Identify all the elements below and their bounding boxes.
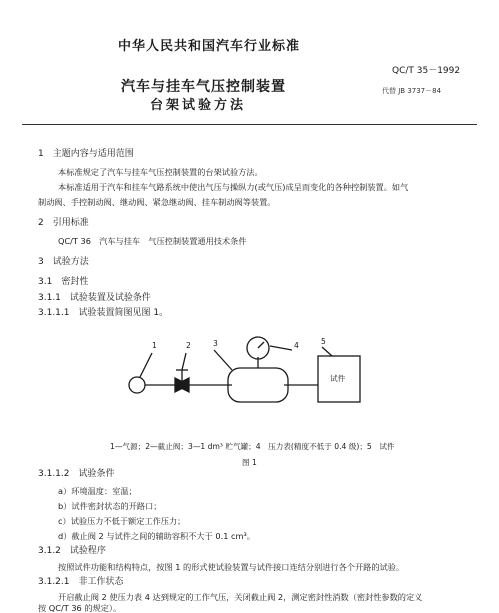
figure-label-4: 4 [294, 341, 299, 350]
section-1-heading: 1 主题内容与适用范围 [38, 149, 134, 159]
document-title-line2: 台架试验方法 [150, 98, 247, 113]
condition-item-a: a）环境温度：室温； [58, 486, 137, 496]
condition-item-d: d）截止阀 2 与试件之间的辅助容积不大于 0.1 cm³。 [58, 531, 255, 541]
air-reservoir-symbol [228, 368, 288, 402]
section-3-1-heading: 3.1 密封性 [38, 277, 89, 287]
standard-code: QC/T 35－1992 [392, 66, 461, 76]
document-title-line1: 汽车与挂车气压控制装置 [121, 79, 286, 95]
section-3-1-1-2-heading: 3.1.1.2 试验条件 [38, 469, 115, 479]
section-3-1-2-1-heading: 3.1.2.1 非工作状态 [38, 577, 124, 587]
section-1-paragraph-3: 制动阀、手控制动阀、继动阀、紧急继动阀、挂车制动阀等装置。 [38, 197, 276, 207]
section-2-heading: 2 引用标准 [38, 218, 89, 228]
section-3-1-2-1-paragraph-line2: 按 QC/T 36 的规定）。 [38, 603, 122, 613]
figure-label-2: 2 [186, 341, 191, 350]
condition-item-c: c）试验压力不低于额定工作压力； [58, 516, 186, 526]
section-3-1-2-heading: 3.1.2 试验程序 [38, 546, 106, 556]
section-3-1-1-heading: 3.1.1 试验装置及试验条件 [38, 293, 151, 303]
figure-label-1: 1 [152, 341, 157, 350]
section-2-reference: QC/T 36 汽车与挂车 气压控制装置通用技术条件 [58, 236, 247, 246]
section-3-1-1-1-heading: 3.1.1.1 试验装置简图见图 1。 [38, 308, 169, 318]
section-3-1-2-1-paragraph-line1: 开启截止阀 2 使压力表 4 达到规定的工作气压，关闭截止阀 2，测定密封性消数（密封性参数的定义 [58, 592, 423, 602]
figure-1-caption: 图 1 [242, 458, 257, 467]
condition-item-b: b）试件密封状态的开路口； [58, 501, 162, 511]
air-source-symbol [129, 377, 145, 393]
section-3-1-2-paragraph: 按照试件功能和结构特点，按图 1 的形式使试验装置与试件接口连结分别进行各个开路的试验。 [58, 562, 405, 572]
section-1-paragraph-1: 本标准规定了汽车与挂车气压控制装置的台架试验方法。 [58, 167, 263, 177]
figure-label-3: 3 [213, 339, 218, 348]
figure-1-legend: 1—气源；2—截止阀；3—1 dm³ 贮气罐；4 压力表(精度不低于 0.4 级)；5 试件 [110, 442, 395, 451]
section-3-heading: 3 试验方法 [38, 257, 89, 267]
section-1-paragraph-2: 本标准适用于汽车和挂车气路系统中使出气压与操纵力(或气压)成呈而变化的各种控制装置。如气 [58, 182, 409, 192]
standard-replaces: 代替 JB 3737－84 [382, 87, 442, 95]
standard-org-header: 中华人民共和国汽车行业标准 [118, 39, 301, 54]
figure-label-5: 5 [321, 337, 326, 346]
test-device-label: 试件 [330, 374, 346, 383]
